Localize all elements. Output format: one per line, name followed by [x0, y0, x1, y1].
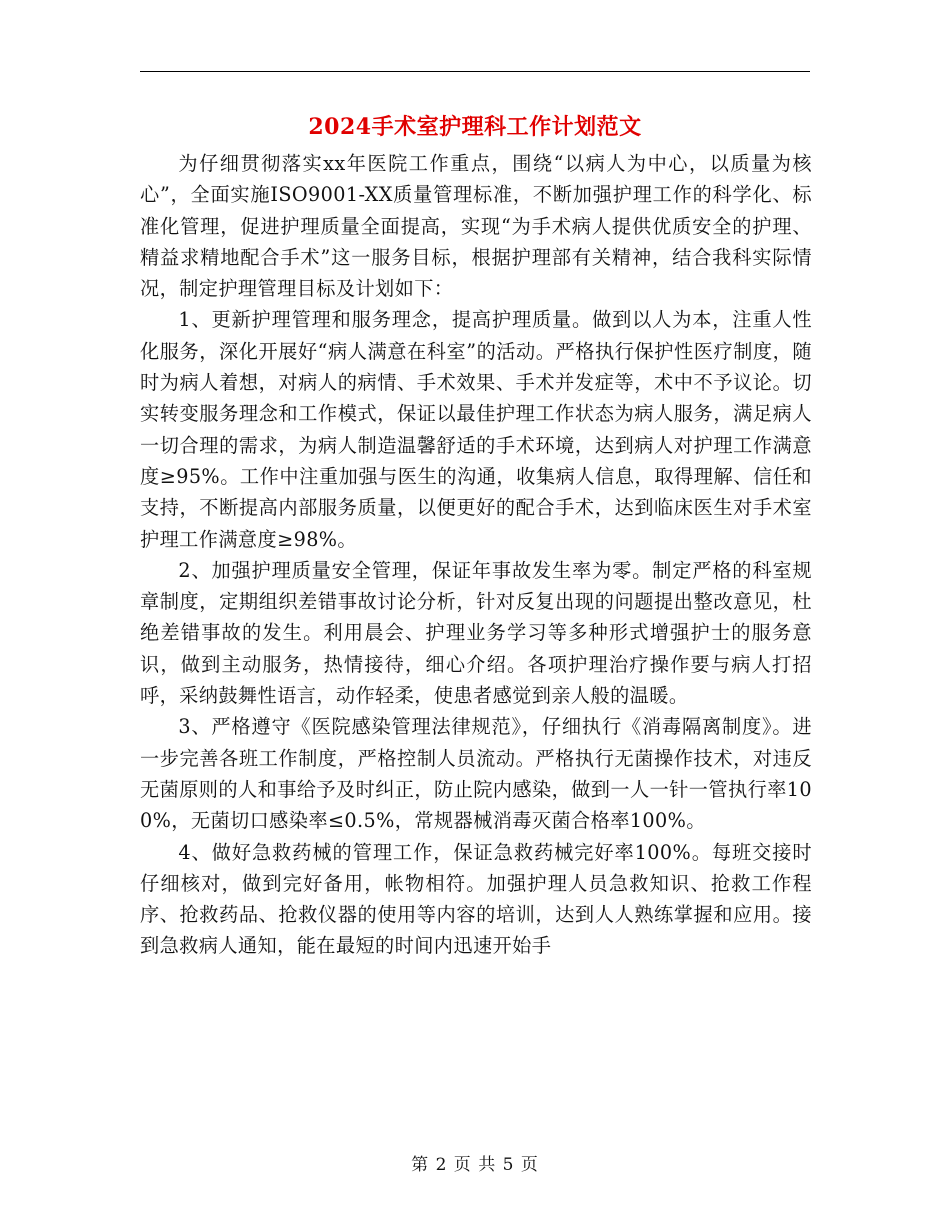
header-rule [140, 71, 810, 72]
paragraph-item-3: 3、严格遵守《医院感染管理法律规范》，仔细执行《消毒隔离制度》。进一步完善各班工作制度，严格控制人员流动。严格执行无菌操作技术，对违反无菌原则的人和事给予及时纠正，防止院内感染，做到一人一针一管执行率100%，无菌切口感染率≤0.5%，常规器械消毒灭菌合格率100%。 [140, 715, 812, 833]
document-body [140, 148, 812, 962]
paragraph-item-4: 4、做好急救药械的管理工作，保证急救药械完好率100%。每班交接时仔细核对，做到完好备用，帐物相符。加强护理人员急救知识、抢救工作程序、抢救药品、抢救仪器的使用等内容的培训，达到人人熟练掌握和应用。接到急救病人通知，能在最短的时间内迅速开始手 [140, 840, 812, 958]
document-title: 2024手术室护理科工作计划范文 [308, 114, 642, 140]
page-number-footer: 第 2 页 共 5 页 [411, 1155, 539, 1175]
paragraph-intro: 为仔细贯彻落实xx年医院工作重点，围绕“以病人为中心，以质量为核心”，全面实施ISO9001-XX质量管理标准，不断加强护理工作的科学化、标准化管理，促进护理质量全面提高，实现“为手术病人提供优质安全的护理、精益求精地配合手术”这一服务目标，根据护理部有关精神，结合我科实际情况，制定护理管理目标及计划如下： [140, 152, 812, 301]
paragraph-item-1: 1、更新护理管理和服务理念，提高护理质量。做到以人为本，注重人性化服务，深化开展好“病人满意在科室”的活动。严格执行保护性医疗制度，随时为病人着想，对病人的病情、手术效果、手术并发症等，术中不予议论。切实转变服务理念和工作模式，保证以最佳护理工作状态为病人服务，满足病人一切合理的需求，为病人制造温馨舒适的手术环境，达到病人对护理工作满意度≥95%。工作中注重加强与医生的沟通，收集病人信息，取得理解、信任和支持，不断提高内部服务质量，以便更好的配合手术，达到临床医生对手术室护理工作满意度≥98%。 [140, 308, 812, 551]
paragraph-item-2: 2、加强护理质量安全管理，保证年事故发生率为零。制定严格的科室规章制度，定期组织差错事故讨论分析，针对反复出现的问题提出整改意见，杜绝差错事故的发生。利用晨会、护理业务学习等多种形式增强护士的服务意识，做到主动服务，热情接待，细心介绍。各项护理治疗操作要与病人打招呼，采纳鼓舞性语言，动作轻柔，使患者感觉到亲人般的温暖。 [140, 558, 812, 708]
